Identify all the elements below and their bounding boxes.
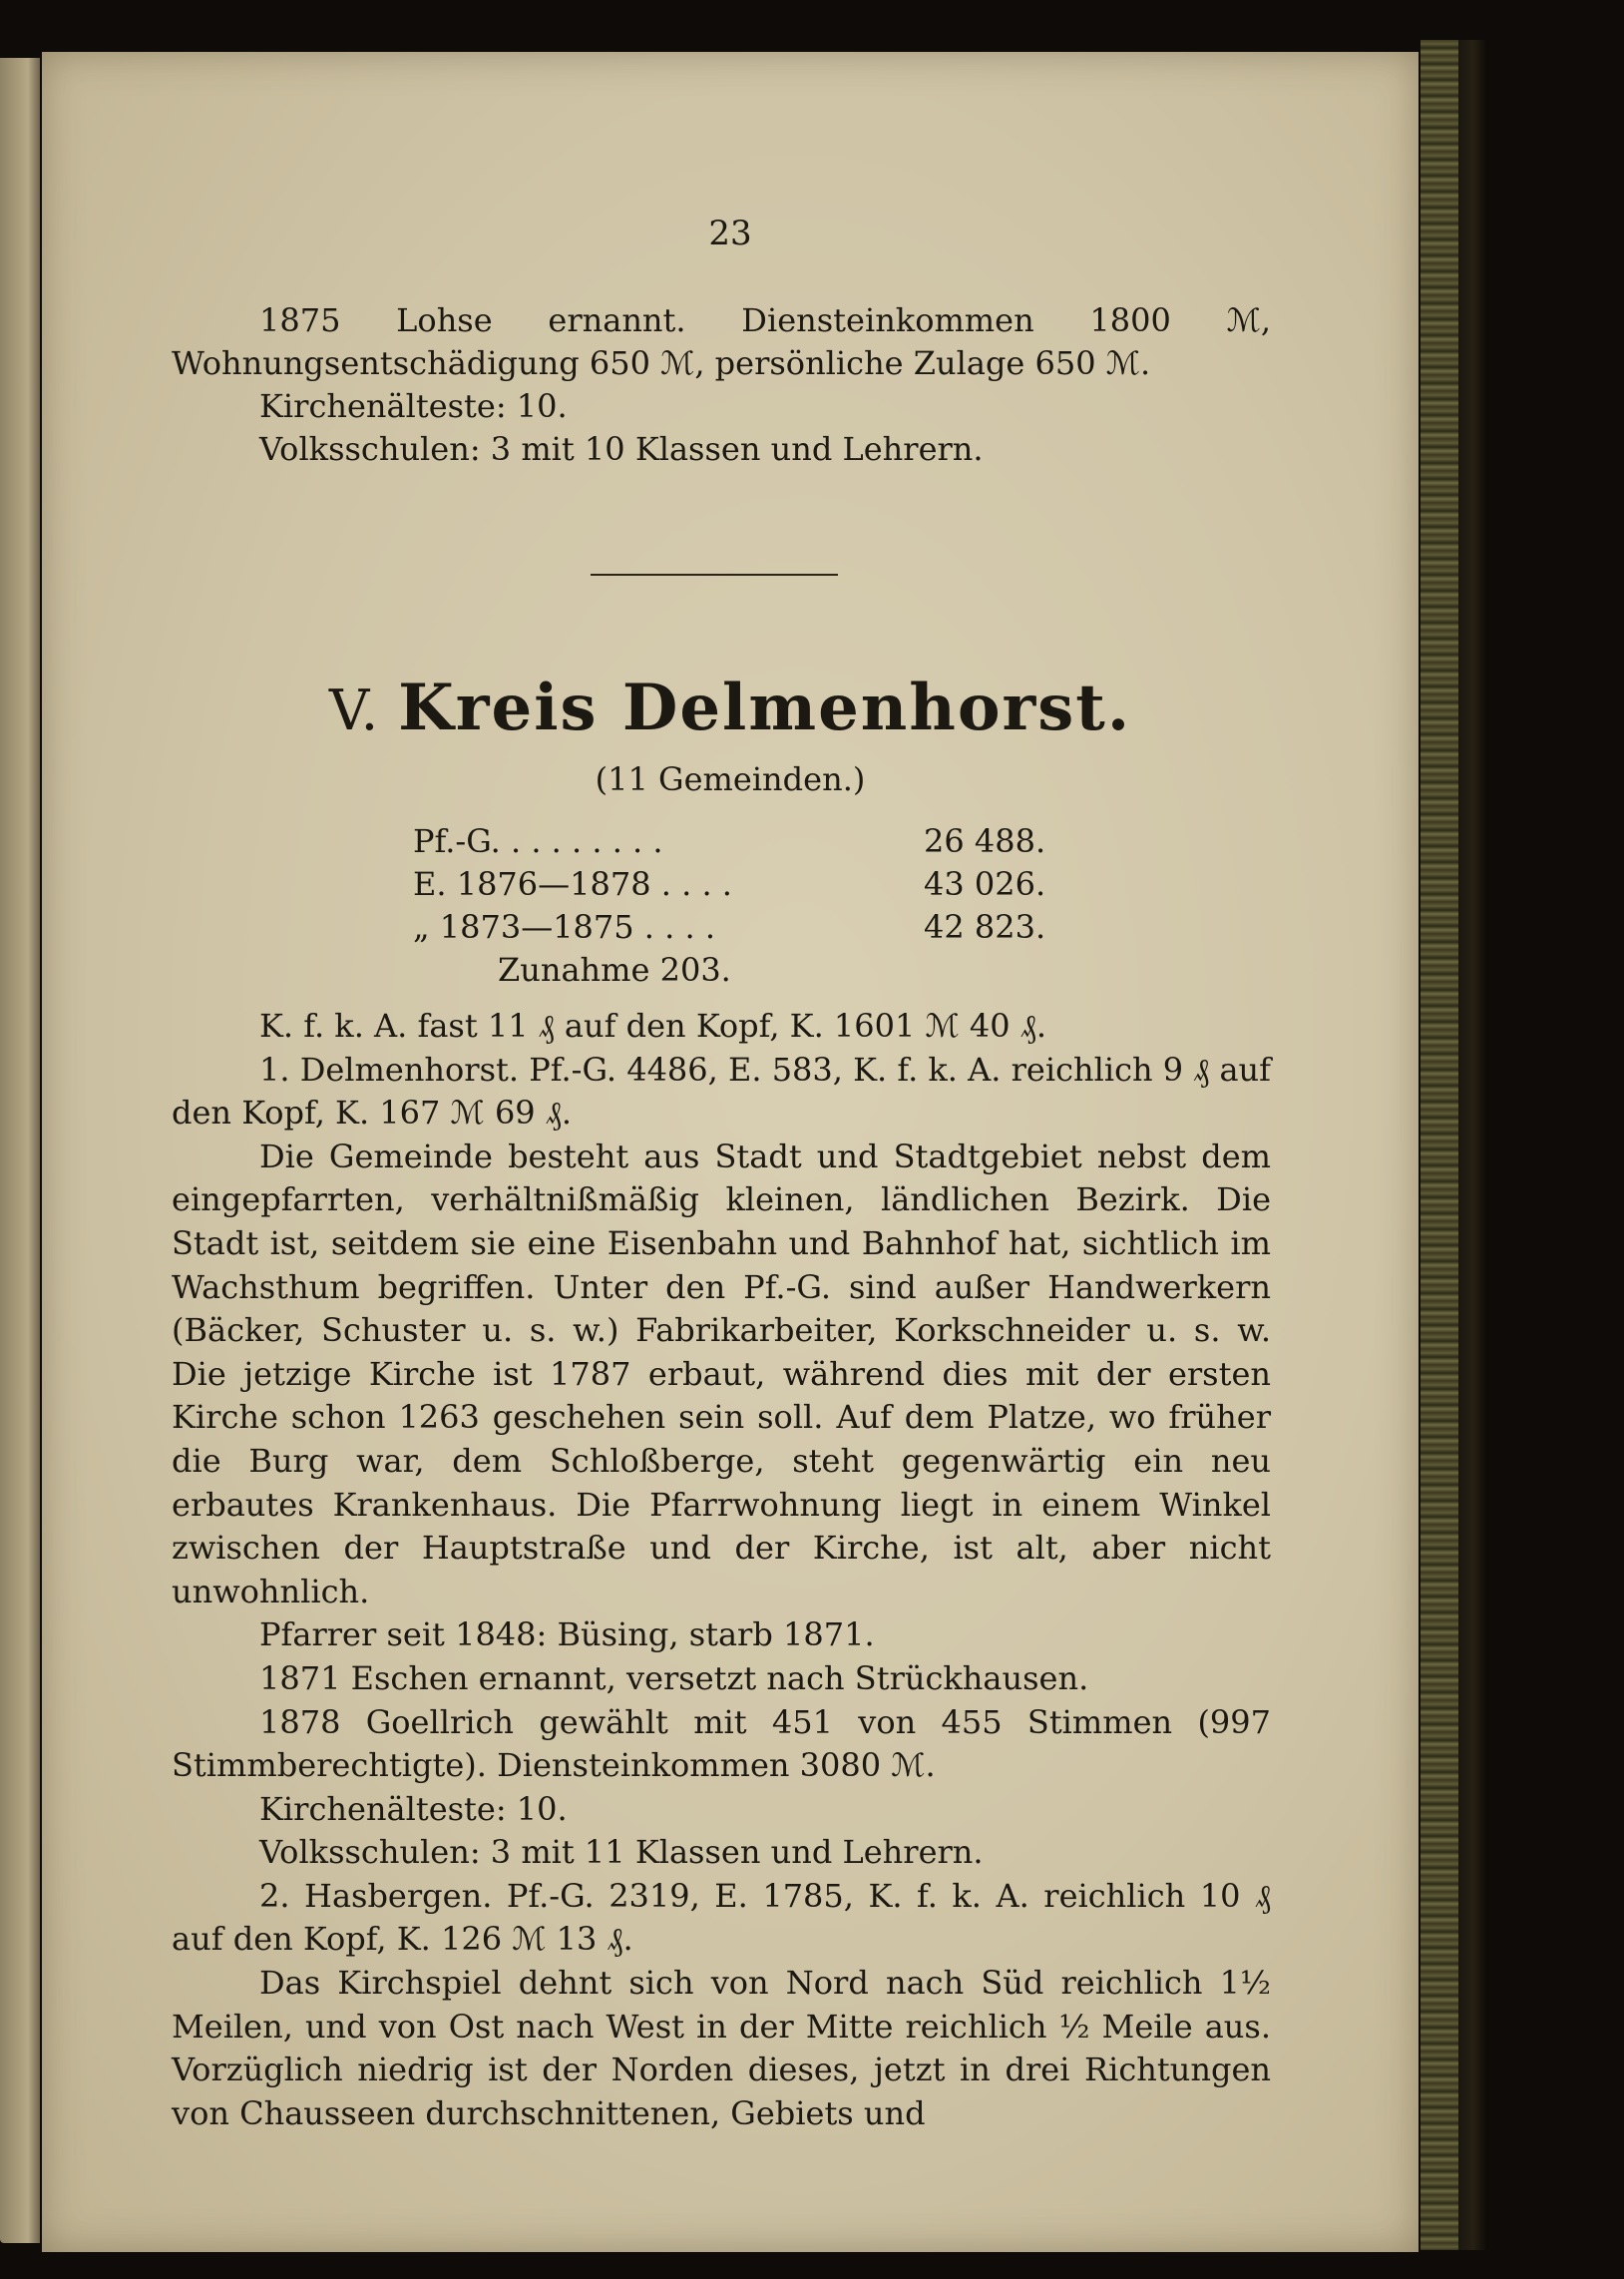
paragraph: Kirchenälteste: 10.	[259, 1789, 568, 1828]
paragraph: 2. Hasbergen. Pf.-G. 2319, E. 1785, K. f. k. A. reichlich 10 ₰ auf den Kopf, K. 126 ℳ 13 ₰.	[172, 1876, 1271, 1959]
paragraph: Pfarrer seit 1848: Büsing, starb 1871.	[259, 1615, 875, 1654]
page-number: 23	[708, 214, 752, 253]
book-page	[42, 52, 1419, 2252]
section-divider	[591, 574, 838, 576]
paragraph: Volksschulen: 3 mit 10 Klassen und Lehrern.	[259, 430, 984, 468]
paragraph: Die Gemeinde besteht aus Stadt und Stadtgebiet nebst dem eingepfarrten, verhältnißmäßig kleinen, ländlichen Bezirk. Die Stadt ist, seitdem sie eine Eisenbahn und Bahnhof hat, sichtlich im Wachsthum begriffen. Unter den Pf.-G. sind außer Handwerkern (Bäcker, Schuster u. s. w.) Fabrikarbeiter, Korkschneider u. s. w. Die jetzige Kirche ist 1787 erbaut, während dies mit der ersten Kirche schon 1263 geschehen sein soll. Auf dem Platze, wo früher die Burg war, dem Schloßberge, steht gegenwärtig ein neu erbautes Krankenhaus. Die Pfarrwohnung liegt in einem Winkel zwischen der Hauptstraße und der Kirche, ist alt, aber nicht unwohnlich.	[172, 1137, 1271, 1610]
stat-row	[413, 820, 1051, 863]
paragraph: K. f. k. A. fast 11 ₰ auf den Kopf, K. 1601 ℳ 40 ₰.	[259, 1007, 1046, 1045]
stat-label: „ 1873—1875 . . . .	[413, 908, 715, 946]
stat-value: 42 823.	[924, 908, 1046, 946]
paragraph: 1. Delmenhorst. Pf.-G. 4486, E. 583, K. f. k. A. reichlich 9 ₰ auf den Kopf, K. 167 ℳ 69 ₰.	[172, 1050, 1271, 1133]
paragraph: Volksschulen: 3 mit 11 Klassen und Lehrern.	[259, 1833, 984, 1872]
stat-label: E. 1876—1878 . . . .	[413, 865, 732, 903]
stat-label: Pf.-G. . . . . . . . .	[413, 822, 663, 860]
paragraph: Das Kirchspiel dehnt sich von Nord nach Süd reichlich 1½ Meilen, und von Ost nach West in der Mitte reichlich ½ Meile aus. Vorzüglich niedrig ist der Norden dieses, jetzt in drei Richtungen von Chausseen durchschnittenen, Gebiets und	[172, 1964, 1271, 2132]
stat-row	[413, 863, 1051, 906]
paragraph: 1875 Lohse ernannt. Diensteinkommen 1800 ℳ, Wohnungsentschädigung 650 ℳ, persönliche Zulage 650 ℳ.	[172, 301, 1271, 382]
section-subtitle: (11 Gemeinden.)	[595, 760, 866, 798]
stat-value: 43 026.	[924, 865, 1046, 903]
book-spine	[1421, 40, 1460, 2250]
paragraph: 1878 Goellrich gewählt mit 451 von 455 Stimmen (997 Stimmberechtigte). Diensteinkommen 3080 ℳ.	[172, 1702, 1271, 1785]
stat-value: 26 488.	[924, 822, 1046, 860]
section-heading	[42, 671, 1419, 745]
section-numeral: V.	[328, 679, 380, 743]
paragraph: 1871 Eschen ernannt, versetzt nach Strückhausen.	[259, 1658, 1089, 1697]
section-title: Kreis Delmenhorst.	[398, 671, 1132, 745]
previous-page-edge	[0, 58, 40, 2243]
stat-row	[413, 906, 1051, 949]
stat-note: Zunahme 203.	[498, 951, 731, 989]
paragraph: Kirchenälteste: 10.	[259, 387, 568, 425]
body-text-block	[172, 1005, 1271, 2135]
statistics-block	[413, 820, 1051, 992]
book-cover-edge	[1458, 40, 1488, 2250]
top-text-block	[172, 299, 1271, 471]
